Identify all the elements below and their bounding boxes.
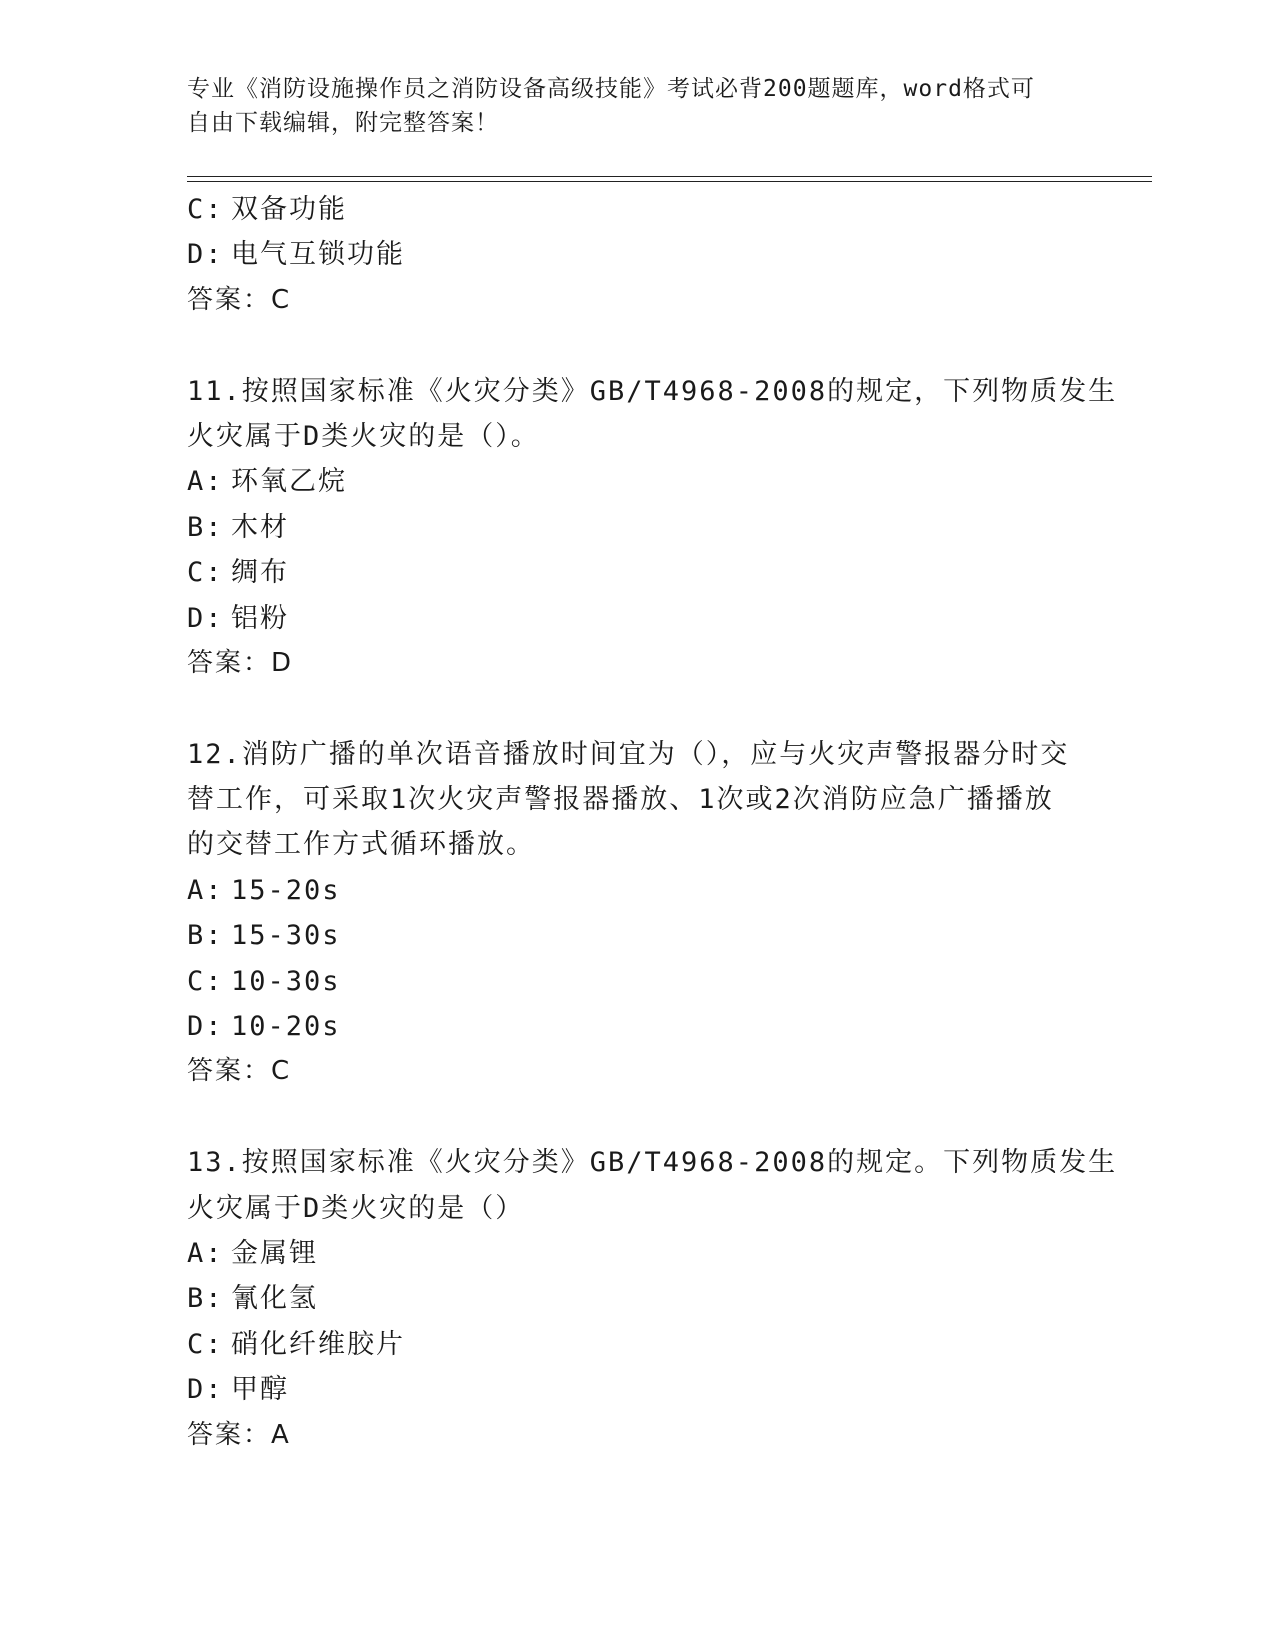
header-line-1: 专业《消防设施操作员之消防设备高级技能》考试必背200题题库，word格式可 [187,76,1035,102]
question-stem: 13.按照国家标准《火灾分类》GB/T4968-2008的规定。下列物质发生 [187,1147,1118,1179]
option-c [187,550,1087,595]
option-a [187,459,1087,504]
option-text: 硝化纤维胶片 [231,1328,405,1360]
document-header [187,72,1067,140]
option-text: 铝粉 [231,602,289,634]
option-label: A: [187,466,224,498]
header-divider-top [187,176,1152,177]
spacer [187,1095,1087,1140]
option-text: 10-30s [231,965,341,997]
option-b [187,1276,1087,1321]
option-label: D: [187,239,224,271]
spacer [187,323,1087,368]
question-stem: 火灾属于D类火灾的是（） [187,1192,525,1224]
option-d [187,1004,1087,1049]
option-c [187,1322,1087,1367]
option-text: 电气互锁功能 [231,239,405,271]
option-c [187,959,1087,1004]
option-label: B: [187,920,224,952]
question-stem: 火灾属于D类火灾的是（）。 [187,420,540,452]
option-label: D: [187,602,224,634]
option-text: 环氧乙烷 [231,466,347,498]
header-divider-bottom [187,181,1152,182]
option-text: 金属锂 [231,1237,318,1269]
question-13 [187,1140,1118,1458]
question-list [187,187,1118,1458]
option-label: C: [187,965,224,997]
option-label: C: [187,557,224,589]
answer-line: 答案：C [187,284,292,315]
option-label: B: [187,511,224,543]
option-d [187,1367,1087,1412]
spacer [187,686,1087,731]
option-text: 10-20s [231,1011,341,1043]
option-b [187,505,1087,550]
option-text: 绸布 [231,557,289,589]
question-stem: 的交替工作方式循环播放。 [187,829,535,861]
option-text: 15-20s [231,874,341,906]
answer-line: 答案：D [187,647,294,678]
question-10-tail [187,187,1087,323]
option-a [187,1231,1087,1276]
option-label: C: [187,194,224,225]
option-label: A: [187,874,224,906]
option-text: 双备功能 [231,194,347,225]
option-label: A: [187,1237,224,1269]
option-text: 木材 [231,511,289,543]
option-text: 甲醇 [231,1374,289,1406]
question-stem: 12.消防广播的单次语音播放时间宜为（），应与火灾声警报器分时交 [187,738,1070,770]
option-d [187,232,1087,277]
option-a [187,868,1087,913]
answer-line: 答案：A [187,1419,291,1450]
question-11 [187,369,1118,687]
question-12 [187,732,1087,1095]
option-text: 15-30s [231,920,341,952]
header-line-2: 自由下载编辑，附完整答案！ [187,110,499,136]
option-label: D: [187,1011,224,1043]
option-label: C: [187,1328,224,1360]
question-stem: 11.按照国家标准《火灾分类》GB/T4968-2008的规定，下列物质发生 [187,375,1118,407]
option-label: B: [187,1283,224,1315]
option-text: 氰化氢 [231,1283,318,1315]
question-stem: 替工作，可采取1次火灾声警报器播放、1次或2次消防应急广播播放 [187,784,1054,816]
option-b [187,913,1087,958]
option-d [187,596,1087,641]
option-c [187,187,1087,232]
option-label: D: [187,1374,224,1406]
answer-line: 答案：C [187,1056,292,1087]
